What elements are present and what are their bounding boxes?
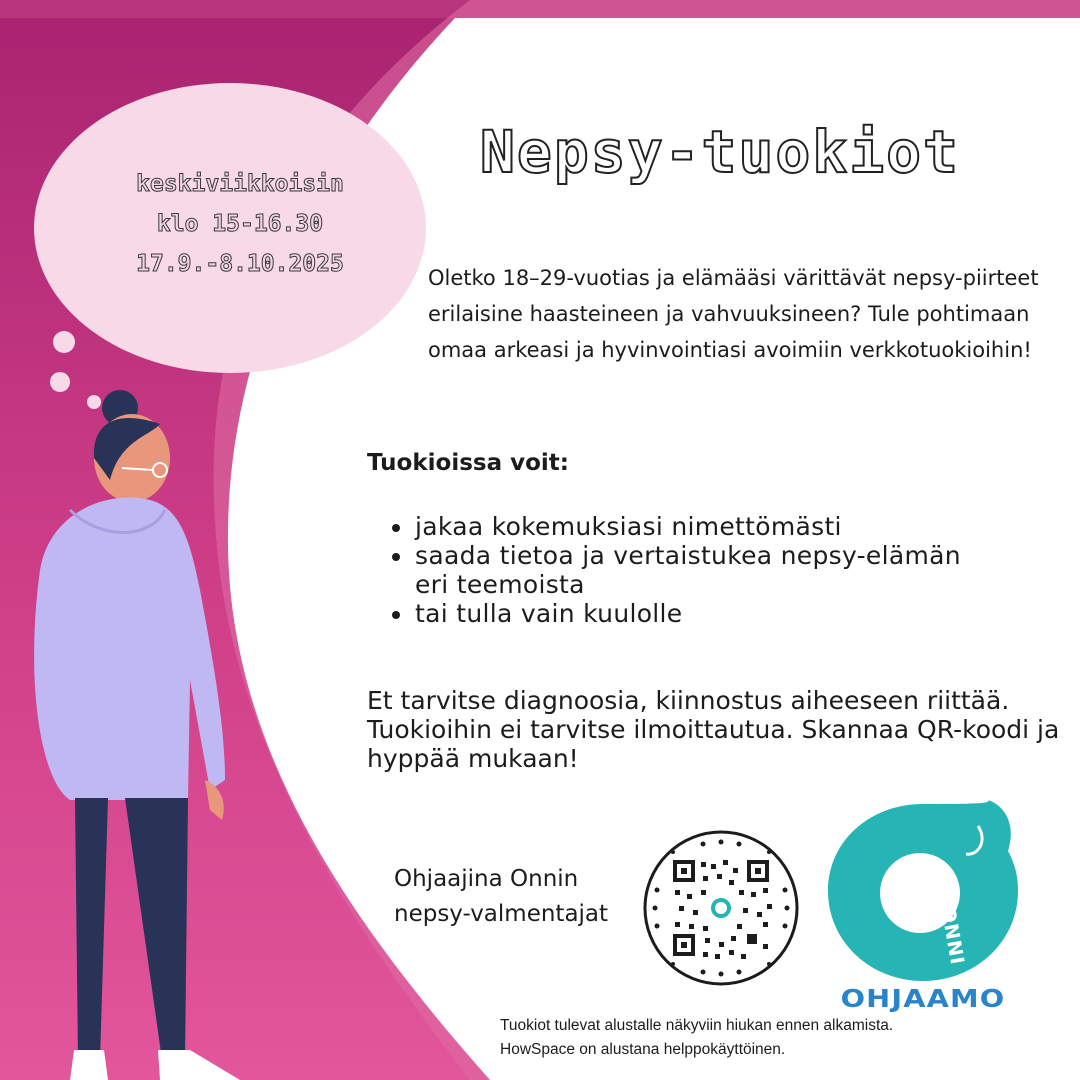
footnote-line: HowSpace on alustana helppokäyttöinen. <box>500 1041 786 1058</box>
activity-list <box>385 512 974 628</box>
schedule-days: keskiviikkoisin <box>136 171 344 197</box>
schedule-bubble <box>110 164 370 284</box>
person-illustration <box>0 380 280 1080</box>
ohjaamo-brand: OHJAAMO <box>840 984 1006 1013</box>
qr-code[interactable] <box>643 830 799 986</box>
schedule-dates: 17.9.-8.10.2025 <box>136 251 344 277</box>
onni-logo-word: ONNI <box>936 905 969 967</box>
list-item: • tai tulla vain kuulolle <box>414 599 974 628</box>
list-heading: Tuokioissa voit: <box>367 450 569 476</box>
bubble-dot-large <box>53 331 75 353</box>
intro-paragraph: Oletko 18–29-vuotias ja elämääsi värittävät nepsy-piirteet erilaisine haasteineen ja vahvuuksineen? Tule pohtimaan omaa arkeasi ja hyvinvointiasi avoimiin verkkotuokioihin! <box>428 266 1039 362</box>
footnote-line: Tuokiot tulevat alustalle näkyviin hiukan ennen alkamista. <box>500 1017 894 1034</box>
schedule-time: klo 15-16.30 <box>156 211 324 237</box>
footnote <box>500 1014 1060 1062</box>
onni-logo <box>828 796 1018 981</box>
list-item: • jakaa kokemuksiasi nimettömästi <box>414 512 974 541</box>
page-title: Nepsy-tuokiot <box>480 118 960 186</box>
closing-paragraph: Et tarvitse diagnoosia, kiinnostus aiheeseen riittää. Tuokioihin ei tarvitse ilmoittautua. Skannaa QR-koodi ja hyppää mukaan! <box>367 686 1060 773</box>
list-item: • saada tietoa ja vertaistukea nepsy-elämän eri teemoista <box>414 541 974 599</box>
instructors-text: Ohjaajina Onnin nepsy-valmentajat <box>394 866 609 927</box>
